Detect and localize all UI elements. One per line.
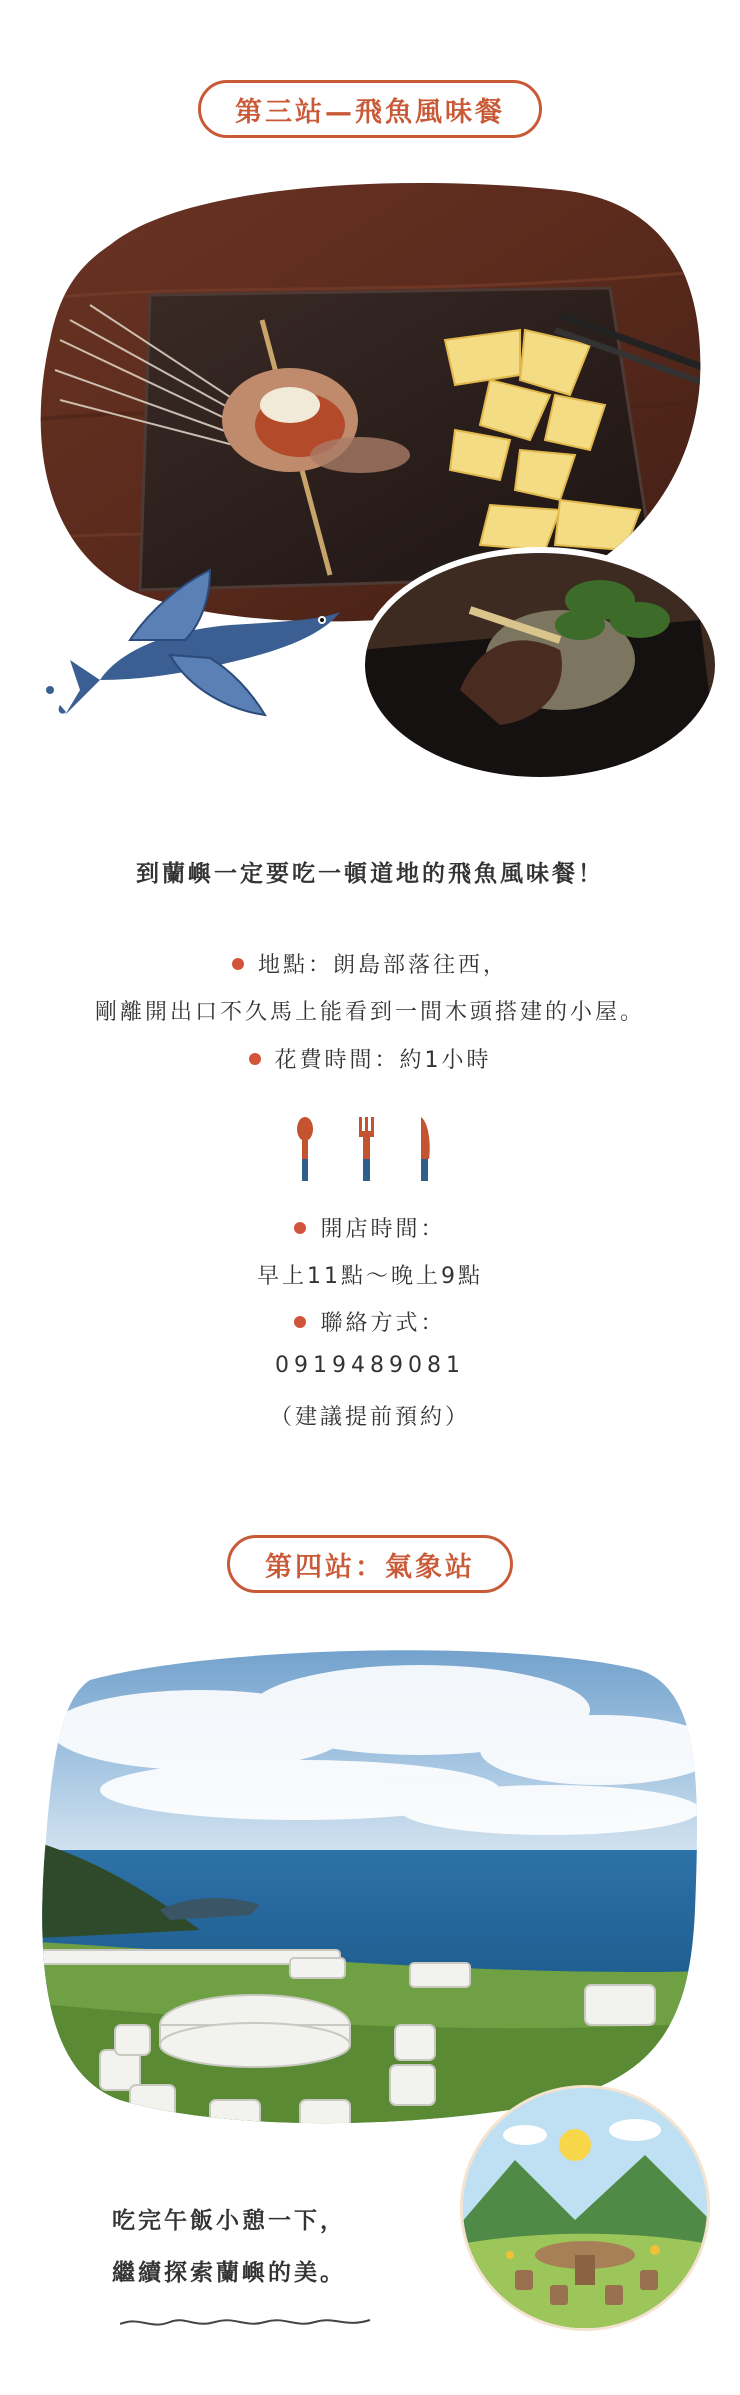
- station3-headline: 到蘭嶼一定要吃一頓道地的飛魚風味餐！: [136, 861, 604, 887]
- cutlery-icons: [285, 1115, 455, 1185]
- knife-icon: [421, 1117, 430, 1181]
- bullet-dot: [232, 958, 244, 970]
- reservation-note: （建議提前預約）: [269, 1405, 470, 1430]
- contact-label: 聯絡方式：: [320, 1311, 446, 1336]
- location-text: 地點：朗島部落往西，: [257, 953, 508, 978]
- station4-title: [227, 1535, 513, 1593]
- location-detail: 剛離開出口不久馬上能看到一間木頭搭建的小屋。: [94, 1000, 645, 1025]
- time-spent-line: [0, 1043, 740, 1074]
- contact-label-line: [0, 1306, 740, 1337]
- station4-title-text: 第四站：氣象站: [265, 1551, 475, 1583]
- bullet-dot: [294, 1316, 306, 1328]
- hours-label: 開店時間：: [320, 1217, 446, 1242]
- bullet-dot: [249, 1053, 261, 1065]
- bullet-dot: [294, 1222, 306, 1234]
- picnic-illustration: [455, 2080, 715, 2335]
- time-spent-text: 花費時間：約1小時: [274, 1048, 492, 1073]
- flying-fish-meal-photo: [0, 0, 740, 820]
- hours-label-line: [0, 1212, 740, 1243]
- spoon-icon: [297, 1117, 313, 1181]
- wave-divider: [120, 2312, 380, 2332]
- station4-caption: [112, 2195, 346, 2299]
- caption-line-2: 繼續探索蘭嶼的美。: [112, 2260, 346, 2286]
- phone-number: 0919489081: [275, 1353, 465, 1378]
- hours-value: 早上11點～晚上9點: [257, 1264, 483, 1289]
- location-line: [0, 948, 740, 979]
- caption-line-1: 吃完午飯小憩一下，: [112, 2208, 346, 2234]
- fork-icon: [359, 1117, 374, 1181]
- station3-title-text: 第三站—飛魚風味餐: [235, 96, 505, 128]
